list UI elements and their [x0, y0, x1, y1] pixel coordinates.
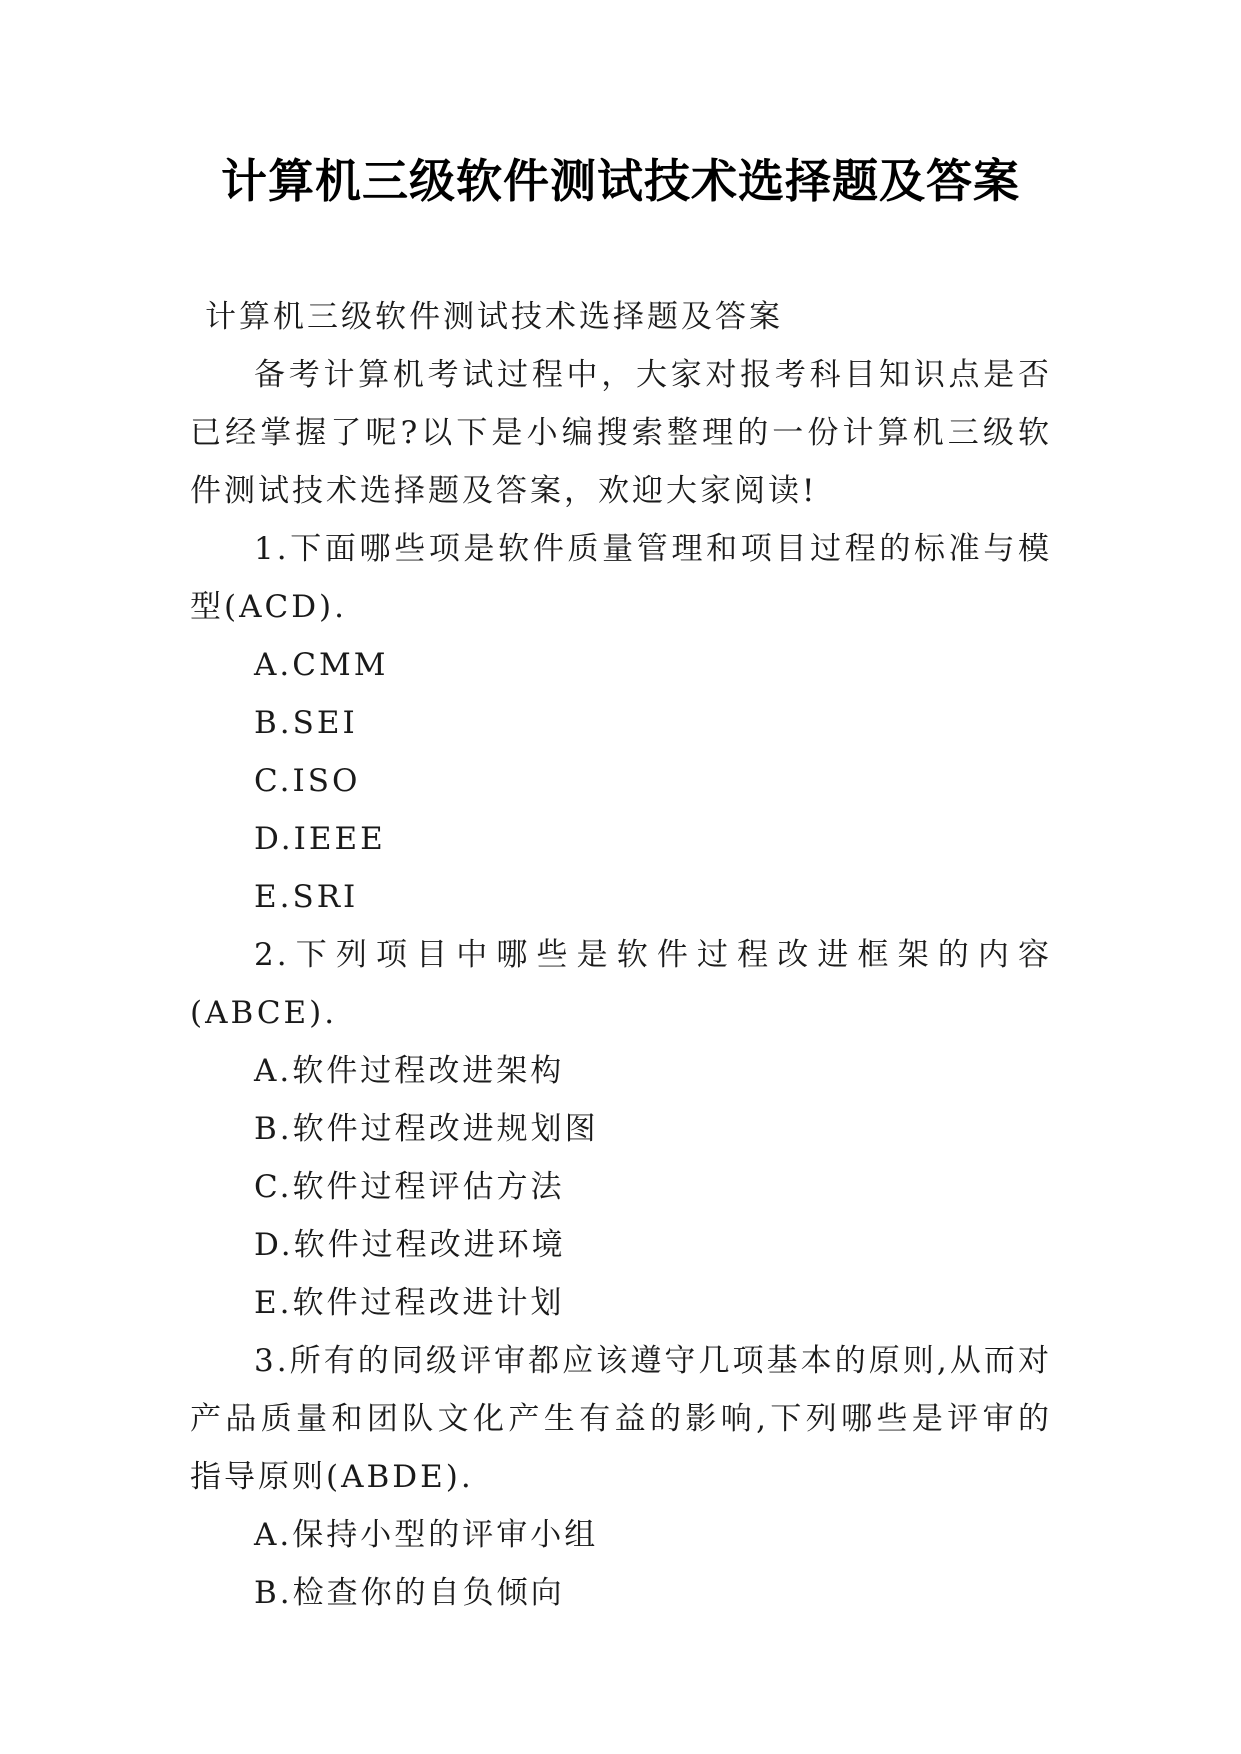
question-1-option-c: C.ISO	[254, 763, 361, 799]
question-2-option-c: C.软件过程评估方法	[254, 1169, 565, 1205]
question-2-option-b: B.软件过程改进规划图	[254, 1111, 599, 1147]
question-1-option-e: E.SRI	[254, 879, 359, 915]
intro-paragraph: 备考计算机考试过程中，大家对报考科目知识点是否已经掌握了呢?以下是小编搜索整理的一份计算机三级软件测试技术选择题及答案，欢迎大家阅读!	[190, 357, 1052, 509]
question-3-option-a: A.保持小型的评审小组	[254, 1517, 599, 1553]
question-3: 3.所有的同级评审都应该遵守几项基本的原则,从而对产品质量和团队文化产生有益的影响,下列哪些是评审的指导原则(ABDE).	[190, 1343, 1052, 1495]
question-1-option-b: B.SEI	[254, 705, 358, 741]
document-subtitle: 计算机三级软件测试技术选择题及答案	[205, 299, 783, 335]
question-2-option-d: D.软件过程改进环境	[254, 1227, 566, 1263]
question-1-option-d: D.IEEE	[254, 821, 386, 857]
question-2-option-a: A.软件过程改进架构	[254, 1053, 565, 1089]
question-2: 2.下列项目中哪些是软件过程改进框架的内容(ABCE).	[190, 937, 1052, 1031]
question-2-option-e: E.软件过程改进计划	[254, 1285, 565, 1321]
question-1-option-a: A.CMM	[254, 647, 389, 683]
document-body	[190, 288, 1052, 1622]
document-title: 计算机三级软件测试技术选择题及答案	[221, 154, 1020, 208]
question-3-option-b: B.检查你的自负倾向	[254, 1575, 565, 1611]
question-1: 1.下面哪些项是软件质量管理和项目过程的标准与模型(ACD).	[190, 531, 1052, 625]
